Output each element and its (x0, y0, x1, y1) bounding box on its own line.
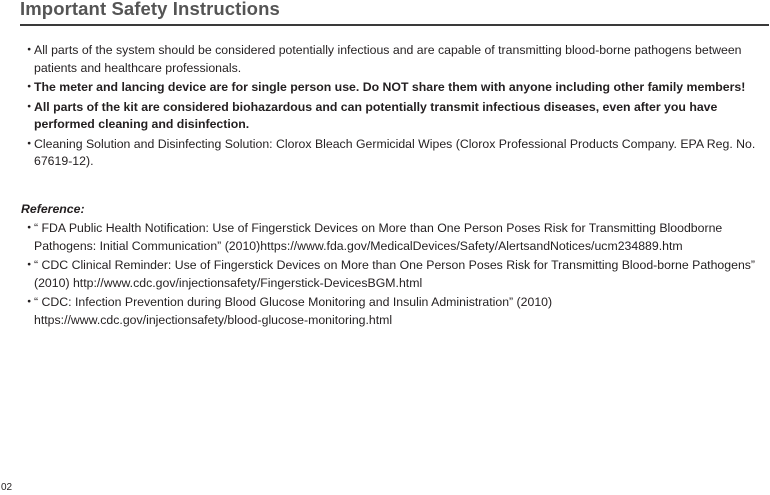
safety-item-text: The meter and lancing device are for single person use. Do NOT share them with anyone including other family members! (34, 80, 746, 94)
page-number: 02 (1, 482, 13, 493)
bullet-icon: ・ (23, 43, 36, 57)
safety-item (23, 99, 768, 134)
bullet-icon: ・ (23, 80, 36, 94)
title-divider (20, 24, 769, 26)
safety-item-text: Cleaning Solution and Disinfecting Solution: Clorox Bleach Germicidal Wipes (Clorox Professional Products Company. EPA Reg. No. 67619-12). (34, 136, 756, 168)
reference-item-text: “ FDA Public Health Notification: Use of Fingerstick Devices on More than One Person Poses Risk for Transmitting Bloodborne Pathogens: Initial Communication” (2010)https://www.fda.gov/MedicalDevices/Safety/AlertsandNotices/ucm234889.htm (34, 221, 723, 253)
reference-item-text: “ CDC Clinical Reminder: Use of Fingerstick Devices on More than One Person Poses Risk for Transmitting Blood-borne Pathogens” (2010) http://www.cdc.gov/injectionsafety/Fingerstick-DevicesBGM.html (34, 258, 756, 290)
reference-heading: Reference: (21, 202, 85, 216)
reference-item-text: “ CDC: Infection Prevention during Blood Glucose Monitoring and Insulin Administration” (2010) https://www.cdc.gov/injectionsafety/blood-glucose-monitoring.html (34, 295, 553, 327)
reference-item (23, 220, 768, 255)
safety-item-text: All parts of the system should be considered potentially infectious and are capable of transmitting blood-borne pathogens between patients and healthcare professionals. (34, 43, 742, 75)
safety-item (23, 79, 768, 97)
bullet-icon: ・ (23, 295, 36, 309)
reference-list (23, 220, 768, 331)
bullet-icon: ・ (23, 136, 36, 151)
page-title: Important Safety Instructions (20, 0, 280, 19)
bullet-icon: ・ (23, 99, 36, 114)
reference-item (23, 294, 768, 329)
bullet-icon: ・ (23, 221, 36, 235)
safety-instructions-list (23, 42, 768, 173)
safety-item-text: All parts of the kit are considered biohazardous and can potentially transmit infectious diseases, even after you have performed cleaning and disinfection. (34, 99, 718, 131)
safety-item (23, 136, 768, 171)
safety-item (23, 42, 768, 77)
reference-item (23, 257, 768, 292)
bullet-icon: ・ (23, 258, 36, 272)
